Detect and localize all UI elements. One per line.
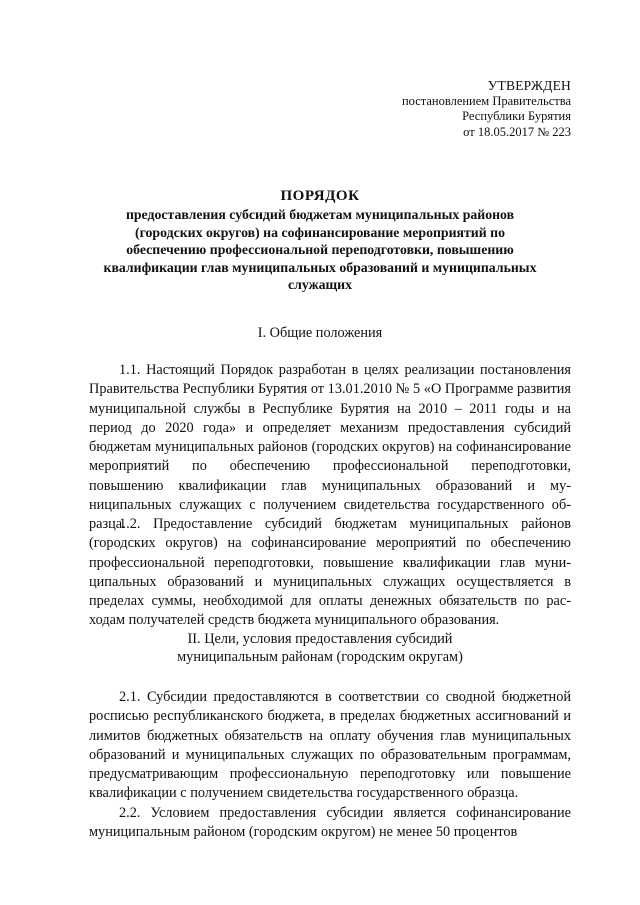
approval-line-date: от 18.05.2017 № 223 [463,124,571,139]
section-heading-goals [90,630,550,666]
document-heading: ПОРЯДОК [280,188,360,204]
section-heading-goals-line2: муниципальным районам (городским округам) [177,649,463,665]
paragraph-2-1: 2.1. Субсидии предоставляются в соответствии со сводной бюджетной росписью республиканского бюджета, в пределах бюджетных ассигнований и лимитов бюджетных обязательств на оплату обучения глав муниципальных образований и муниципальных служащих по образовательным программам, предусматривающим профессиональную переподготовку или повышение квалификации с получением свидетельства государственного образца. [89,689,571,802]
paragraph-1-2: 1.2. Предоставление субсидий бюджетам муниципальных районов (городских округов) на софинансирование мероприятий по обеспечению профессиональной переподготовки, повышение квалификации глав муниципальных образований и муниципальных служащих осуществляется в пределах суммы, необходимой для оплаты денежных обязательств по расходам получателей средств бюджета муниципального образования. [89,516,571,629]
approval-stamp [371,78,571,140]
section-heading-general: I. Общие положения [257,325,383,341]
document-title [100,187,540,294]
approval-line-resolution: постановлением Правительства [401,93,571,108]
paragraph-1-1: 1.1. Настоящий Порядок разработан в целях реализации постановления Правительства Республики Бурятия от 13.01.2010 № 5 «О Программе развития муниципальной службы в Республике Бурятия на 2010 – 2011 годы и на период до 2020 года» и определяет механизм предоставления субсидий бюджетам муниципальных районов (городских округов) на софинансирование мероприятий по обеспечению профессиональной переподготовки, повышению квалификации глав муниципальных образований и муниципальных служащих с получением свидетельства государственного образца. [89,362,571,533]
document-subtitle: предоставления субсидий бюджетам муниципальных районов (городских округов) на софинансирование мероприятий по обеспечению профессиональной переподготовки, повышению квалификации глав муниципальных образований и муниципальных служащих [103,207,537,293]
approval-status: УТВЕРЖДЕН [487,78,571,93]
section-heading-goals-line1: II. Цели, условия предоставления субсидий [187,631,453,647]
approval-line-republic: Республики Бурятия [462,109,571,123]
paragraph-2-2: 2.2. Условием предоставления субсидии является софинансирование муниципальным районом (городским округом) не менее 50 процентов [89,805,571,841]
